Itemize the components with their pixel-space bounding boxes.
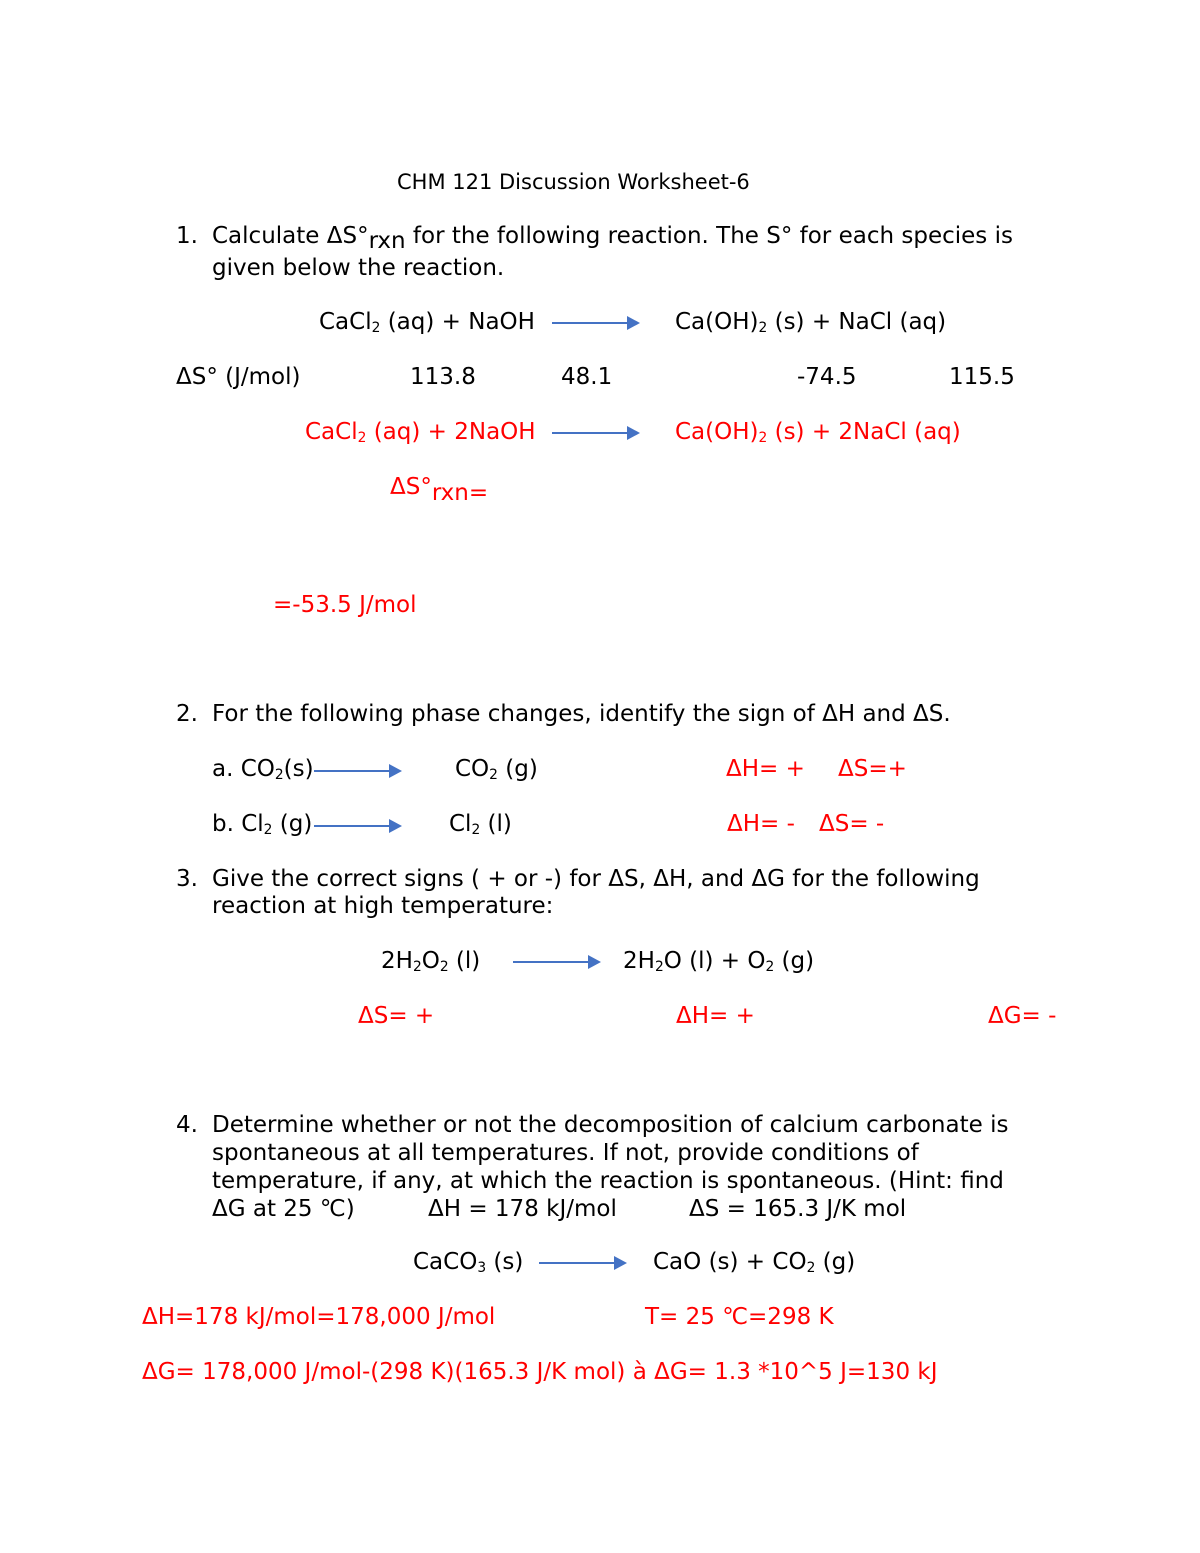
page-title: CHM 121 Discussion Worksheet-6 — [397, 170, 750, 194]
q3-number: 3. — [176, 866, 198, 892]
q3-dg-answer: ΔG= - — [988, 1003, 1057, 1029]
q2b-sub: 2 — [263, 821, 273, 838]
q1-p1-sub: 2 — [758, 319, 768, 336]
q3-product — [623, 950, 814, 975]
q1-text-a: Calculate ΔS° — [212, 223, 369, 249]
q1-ans-label-sub: rxn — [431, 480, 469, 506]
q2-number: 2. — [176, 701, 198, 727]
q2b-arrow — [314, 825, 398, 827]
q1-value-caoh2: -74.5 — [797, 364, 857, 390]
q1-answer-reactants — [305, 421, 536, 446]
q4-line4-a: ΔG at 25 ℃) — [212, 1196, 355, 1222]
q1-ans-r1-sub: 2 — [357, 429, 367, 446]
q1-r1-rest: (aq) + NaOH — [380, 309, 535, 335]
q3-p-sub1: 2 — [654, 958, 664, 975]
q3-line1: Give the correct signs ( + or -) for ΔS, ΔH, and ΔG for the following — [212, 866, 980, 892]
q2a-dh: ΔH= + — [726, 756, 805, 782]
q1-ans-r1: CaCl — [305, 419, 358, 445]
q4-r-rest: (s) — [486, 1249, 524, 1275]
q3-line2: reaction at high temperature: — [212, 893, 554, 919]
q1-text-b: for the following reaction. The S° for each species is — [405, 223, 1013, 249]
q1-text-line1 — [212, 223, 1013, 254]
q2a-arrow — [314, 770, 398, 772]
q3-reactant — [381, 950, 480, 975]
q2-text: For the following phase changes, identify the sign of ΔH and ΔS. — [212, 701, 951, 727]
q3-r-c: (l) — [448, 948, 481, 974]
q2a-rest: (s) — [283, 756, 314, 782]
q3-dh-answer: ΔH= + — [676, 1003, 755, 1029]
q2b-product — [449, 813, 512, 838]
q4-r: CaCO — [413, 1249, 478, 1275]
q4-r-sub: 3 — [477, 1259, 487, 1276]
q2b-product-sub: 2 — [471, 821, 481, 838]
q2a-ds: ΔS=+ — [838, 756, 907, 782]
q2b-reactant — [212, 813, 312, 838]
q3-p-sub2: 2 — [765, 958, 775, 975]
q4-line3: temperature, if any, at which the reaction is spontaneous. (Hint: find — [212, 1168, 1004, 1194]
q2a-product — [455, 758, 538, 783]
q2a-sub: 2 — [274, 766, 284, 783]
q3-arrow — [513, 961, 597, 963]
q4-reactant — [413, 1251, 523, 1276]
q2b-product-rest: (l) — [480, 811, 512, 837]
q3-ds-answer: ΔS= + — [358, 1003, 435, 1029]
q1-reactants — [319, 311, 535, 336]
q1-products — [675, 311, 946, 336]
q2b-ds: ΔS= - — [819, 811, 885, 837]
q2a-product-a: CO — [455, 756, 490, 782]
q3-p-b: O (l) + O — [663, 948, 766, 974]
q1-ans-p1-rest: (s) + 2NaCl (aq) — [767, 419, 961, 445]
q1-r1: CaCl — [319, 309, 372, 335]
q1-p1: Ca(OH) — [675, 309, 759, 335]
q1-text-sub: rxn — [368, 228, 406, 254]
q4-product — [653, 1251, 855, 1276]
q3-r-b: O — [421, 948, 440, 974]
q3-r-sub1: 2 — [412, 958, 422, 975]
q1-ans-label-b: = — [468, 480, 489, 506]
q2a-product-sub: 2 — [489, 766, 498, 783]
q4-line2: spontaneous at all temperatures. If not, provide conditions of — [212, 1140, 919, 1166]
q4-answer-dg: ΔG= 178,000 J/mol-(298 K)(165.3 J/K mol) à ΔG= 1.3 *10^5 J=130 kJ — [142, 1359, 938, 1385]
q4-answer-temp: T= 25 ℃=298 K — [645, 1304, 834, 1330]
q1-value-nacl: 115.5 — [949, 364, 1015, 390]
q4-p-rest: (g) — [815, 1249, 856, 1275]
q1-answer-arrow — [552, 432, 636, 434]
q4-arrow — [539, 1262, 623, 1264]
q4-line4-c: ΔS = 165.3 J/K mol — [689, 1196, 907, 1222]
q1-answer-products — [675, 421, 961, 446]
q4-answer-dh: ΔH=178 kJ/mol=178,000 J/mol — [142, 1304, 496, 1330]
q2a-reactant — [212, 758, 314, 783]
q4-p-sub: 2 — [806, 1259, 816, 1276]
q2b-rest: (g) — [272, 811, 313, 837]
q4-p: CaO (s) + CO — [653, 1249, 807, 1275]
q3-r-a: 2H — [381, 948, 413, 974]
q2a-product-rest: (g) — [497, 756, 538, 782]
q2a-label: a. CO — [212, 756, 275, 782]
q3-p-a: 2H — [623, 948, 655, 974]
q2b-label: b. Cl — [212, 811, 264, 837]
q4-number: 4. — [176, 1112, 198, 1138]
q1-ans-label-a: ΔS° — [390, 474, 432, 500]
q4-line4-b: ΔH = 178 kJ/mol — [428, 1196, 617, 1222]
q1-value-cacl2: 113.8 — [410, 364, 476, 390]
q1-ans-p1-sub: 2 — [758, 429, 768, 446]
q1-reaction-arrow — [552, 322, 636, 324]
q1-number: 1. — [176, 223, 198, 249]
q2b-dh: ΔH= - — [727, 811, 795, 837]
q1-ans-p1: Ca(OH) — [675, 419, 759, 445]
q1-text-line2: given below the reaction. — [212, 255, 505, 281]
q1-r1-sub: 2 — [371, 319, 381, 336]
q2b-product-a: Cl — [449, 811, 472, 837]
q1-p1-rest: (s) + NaCl (aq) — [767, 309, 947, 335]
q1-entropy-label: ΔS° (J/mol) — [176, 364, 301, 390]
q1-answer-value: =-53.5 J/mol — [273, 592, 417, 618]
q3-p-c: (g) — [774, 948, 815, 974]
q1-answer-label — [390, 474, 489, 506]
q3-r-sub2: 2 — [439, 958, 449, 975]
q1-value-naoh: 48.1 — [561, 364, 613, 390]
q1-ans-r1-rest: (aq) + 2NaOH — [366, 419, 536, 445]
q4-line1: Determine whether or not the decomposition of calcium carbonate is — [212, 1112, 1009, 1138]
